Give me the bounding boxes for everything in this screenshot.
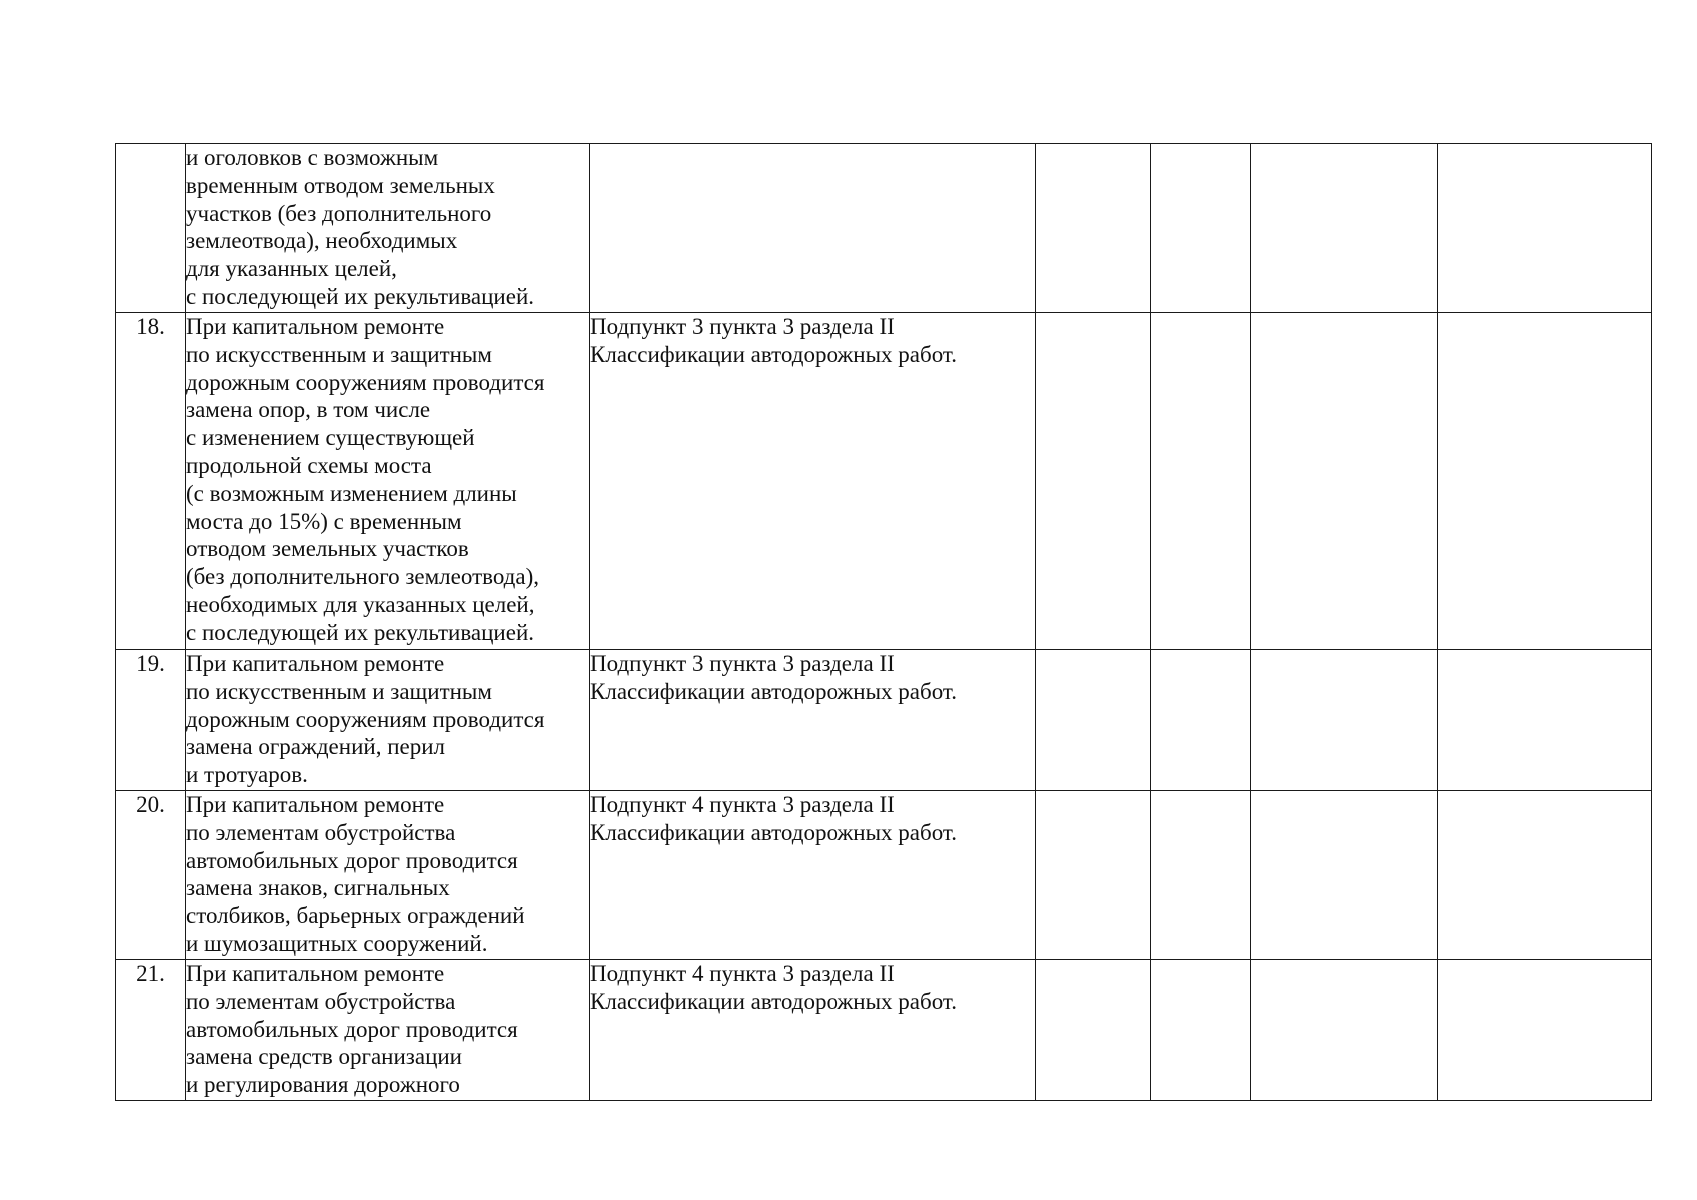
row-reference: Подпункт 3 пункта 3 раздела II Классификации автодорожных работ. bbox=[590, 313, 1036, 650]
table-row bbox=[116, 650, 1652, 791]
row-number: 21. bbox=[116, 960, 186, 1101]
empty-cell bbox=[1438, 791, 1652, 960]
row-reference: Подпункт 4 пункта 3 раздела II Классификации автодорожных работ. bbox=[590, 791, 1036, 960]
empty-cell bbox=[1151, 144, 1251, 313]
table-row bbox=[116, 313, 1652, 650]
empty-cell bbox=[1151, 650, 1251, 791]
empty-cell bbox=[1251, 144, 1438, 313]
empty-cell bbox=[1151, 313, 1251, 650]
empty-cell bbox=[1251, 650, 1438, 791]
row-reference: Подпункт 4 пункта 3 раздела II Классификации автодорожных работ. bbox=[590, 960, 1036, 1101]
row-description: При капитальном ремонте по элементам обустройства автомобильных дорог проводится замена знаков, сигнальных столбиков, барьерных ограждений и шумозащитных сооружений. bbox=[186, 791, 590, 960]
empty-cell bbox=[1438, 313, 1652, 650]
row-description: При капитальном ремонте по искусственным и защитным дорожным сооружениям проводится замена опор, в том числе с изменением существующей продольной схемы моста (с возможным изменением длины моста до 15%) с временным отводом земельных участков (без дополнительного землеотвода), необходимых для указанных целей, с последующей их рекультивацией. bbox=[186, 313, 590, 650]
empty-cell bbox=[1036, 791, 1151, 960]
empty-cell bbox=[1438, 960, 1652, 1101]
empty-cell bbox=[1036, 650, 1151, 791]
empty-cell bbox=[1438, 650, 1652, 791]
row-number: 20. bbox=[116, 791, 186, 960]
empty-cell bbox=[1438, 144, 1652, 313]
row-description: При капитальном ремонте по искусственным и защитным дорожным сооружениям проводится замена ограждений, перил и тротуаров. bbox=[186, 650, 590, 791]
empty-cell bbox=[1251, 313, 1438, 650]
classification-table bbox=[115, 143, 1652, 1101]
row-number: 18. bbox=[116, 313, 186, 650]
row-number bbox=[116, 144, 186, 313]
empty-cell bbox=[1151, 960, 1251, 1101]
table-row bbox=[116, 144, 1652, 313]
empty-cell bbox=[1036, 313, 1151, 650]
empty-cell bbox=[1251, 791, 1438, 960]
table-row bbox=[116, 960, 1652, 1101]
empty-cell bbox=[1151, 791, 1251, 960]
empty-cell bbox=[1036, 144, 1151, 313]
row-number: 19. bbox=[116, 650, 186, 791]
row-description: и оголовков с возможным временным отводом земельных участков (без дополнительного землеотвода), необходимых для указанных целей, с последующей их рекультивацией. bbox=[186, 144, 590, 313]
table-row bbox=[116, 791, 1652, 960]
row-description: При капитальном ремонте по элементам обустройства автомобильных дорог проводится замена средств организации и регулирования дорожного bbox=[186, 960, 590, 1101]
empty-cell bbox=[1251, 960, 1438, 1101]
row-reference bbox=[590, 144, 1036, 313]
empty-cell bbox=[1036, 960, 1151, 1101]
row-reference: Подпункт 3 пункта 3 раздела II Классификации автодорожных работ. bbox=[590, 650, 1036, 791]
